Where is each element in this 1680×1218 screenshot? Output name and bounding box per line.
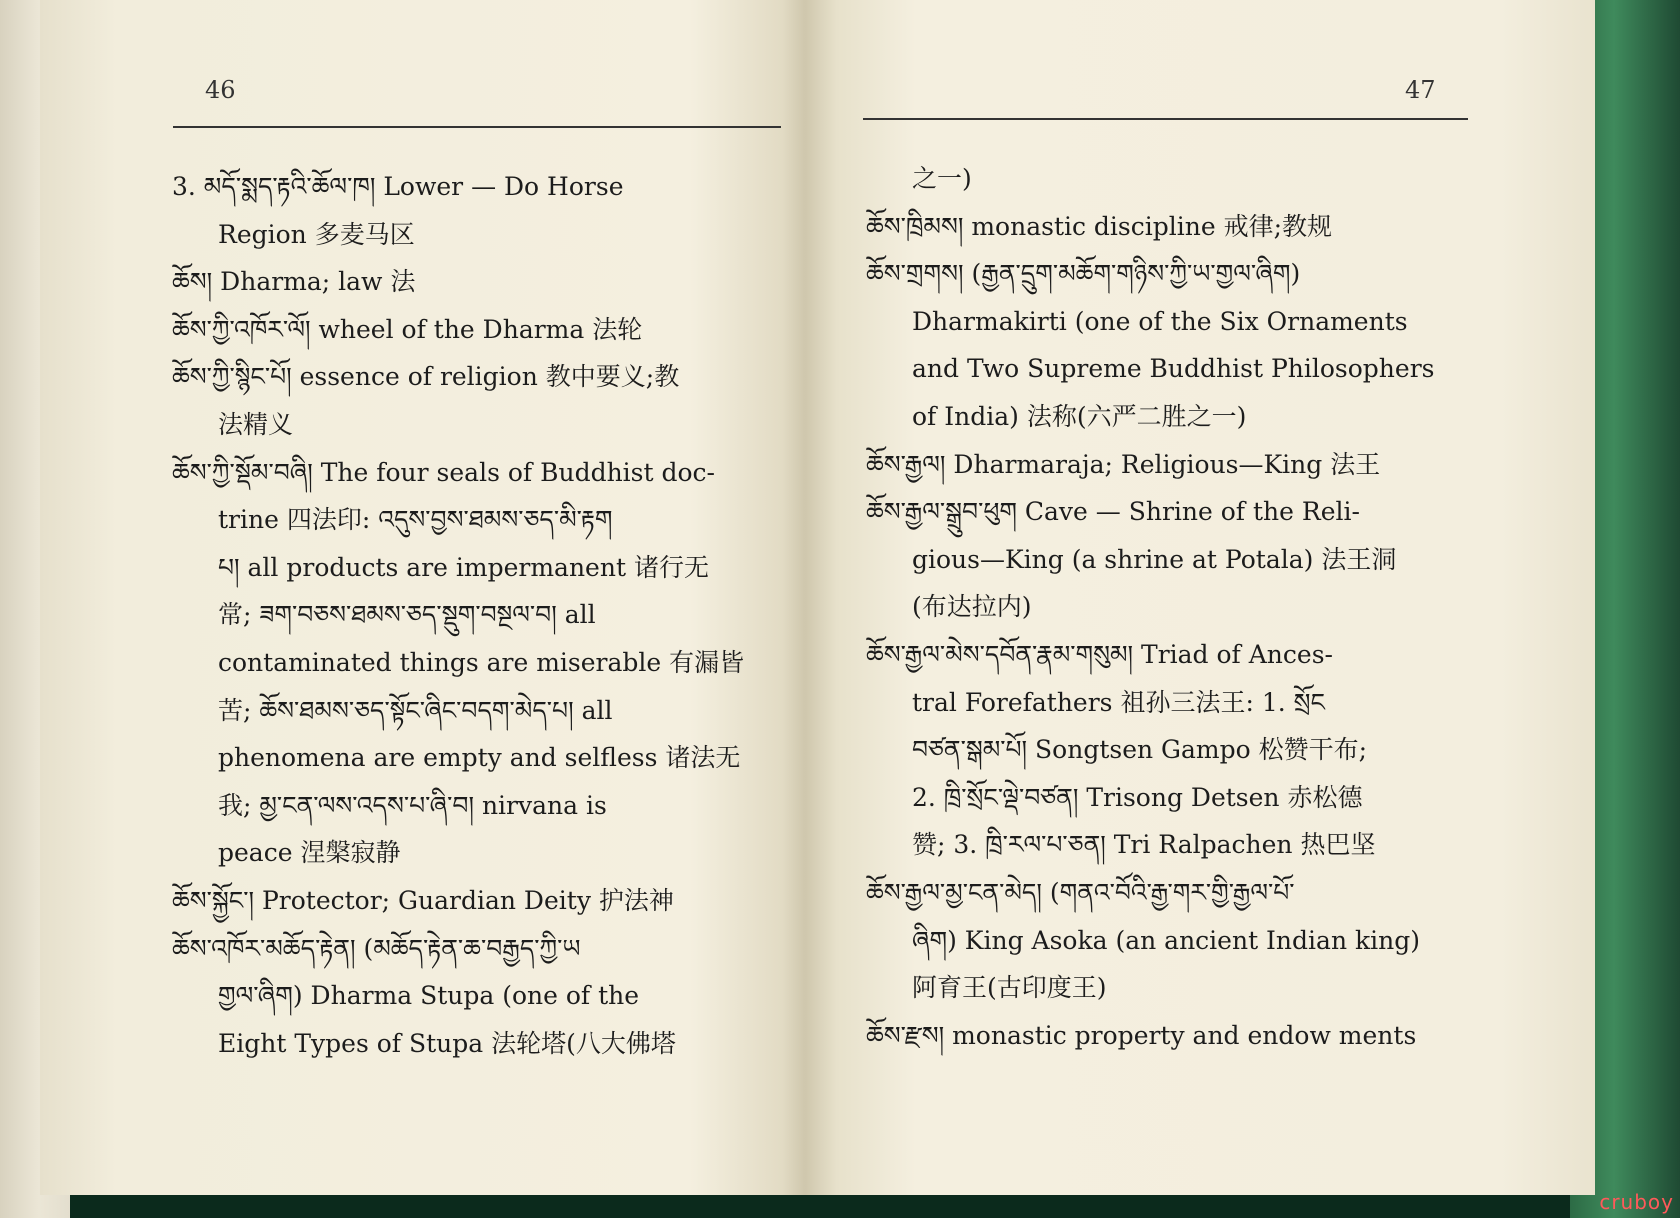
text-line: Dharmakirti (one of the Six Ornaments xyxy=(912,306,1408,336)
text-line: ཆོས་རྫས། monastic property and endow ments xyxy=(866,1020,1417,1050)
text-line: ཆོས་ཀྱི་འཁོར་ལོ། wheel of the Dharma 法轮 xyxy=(172,314,643,344)
text-line: phenomena are empty and selfless 诸法无 xyxy=(218,743,741,773)
text-line: 2. ཁྲི་སྲོང་ལྡེ་བཙན། Trisong Detsen 赤松德 xyxy=(912,782,1363,812)
text-line: ཆོས་ཀྱི་སྡོམ་བཞི། The four seals of Buddhist doc- xyxy=(172,457,715,487)
text-line: and Two Supreme Buddhist Philosophers xyxy=(912,354,1435,384)
text-line: (布达拉内) xyxy=(912,592,1032,622)
text-line: ཆོས་གྲགས། (རྒྱན་དྲུག་མཆོག་གཉིས་ཀྱི་ཡ་གྱལ་ཞིག) xyxy=(866,259,1301,289)
text-line: 赞; 3. ཁྲི་རལ་པ་ཅན། Tri Ralpachen 热巴坚 xyxy=(912,830,1376,860)
text-line: 法精义 xyxy=(218,409,294,439)
text-line: བཙན་སྒམ་པོ། Songtsen Gampo 松赞干布; xyxy=(912,735,1368,765)
text-line: ཆོས་རྒྱལ་མྱ་ངན་མེད། (གནའ་བོའི་རྒྱ་གར་གྱི་རྒྱལ་པོ་ xyxy=(866,877,1295,907)
left-header-rule xyxy=(173,126,781,128)
right-page-number: 47 xyxy=(1405,76,1436,104)
text-line: 3. མདོ་སྨད་རྟའི་ཆོལ་ཁ། Lower — Do Horse xyxy=(172,172,624,201)
text-line: contaminated things are miserable 有漏皆 xyxy=(218,647,745,677)
text-line: ཆོས་འཁོར་མཆོད་རྟེན། (མཆོད་རྟེན་ཆ་བརྒྱད་ཀྱི་ཡ xyxy=(172,933,581,963)
text-line: 我; མྱ་ངན་ལས་འདས་པ་ཞི་བ། nirvana is xyxy=(218,790,607,820)
right-page-text xyxy=(866,155,1471,1059)
text-line: ཆོས་སྐྱོང་། Protector; Guardian Deity 护法神 xyxy=(172,885,674,915)
text-line: གྱལ་ཞིག) Dharma Stupa (one of the xyxy=(218,981,640,1011)
right-header-rule xyxy=(863,118,1468,120)
text-line: ཆོས་རྒྱལ་སྒྲུབ་ཕུག Cave — Shrine of the Reli- xyxy=(866,497,1360,527)
text-line: ཆོས་རྒྱལ་མེས་དབོན་རྣམ་གསུམ། Triad of Ances- xyxy=(866,639,1333,669)
text-line: Eight Types of Stupa 法轮塔(八大佛塔 xyxy=(218,1028,676,1058)
text-line: Region 多麦马区 xyxy=(218,219,415,249)
text-line: tral Forefathers 祖孙三法王: 1. སྲོང xyxy=(912,687,1325,717)
text-line: of India) 法称(六严二胜之一) xyxy=(912,401,1247,431)
text-line: 之一) xyxy=(912,164,972,193)
left-page-text xyxy=(172,163,782,1067)
watermark: cruboy xyxy=(1599,1190,1674,1214)
text-line: 常; ཟག་བཅས་ཐམས་ཅད་སྡུག་བསྔལ་བ། all xyxy=(218,600,596,630)
text-line: པ། all products are impermanent 诸行无 xyxy=(218,552,709,582)
text-line: ཆོས་ཀྱི་སྙིང་པོ། essence of religion 教中要义;教 xyxy=(172,362,680,392)
text-line: 阿育王(古印度王) xyxy=(912,973,1107,1003)
text-line: ཞིག) King Asoka (an ancient Indian king) xyxy=(912,925,1420,955)
text-line: ཆོས་རྒྱལ། Dharmaraja; Religious—King 法王 xyxy=(866,449,1381,479)
text-line: ཆོས། Dharma; law 法 xyxy=(172,267,416,297)
left-page-number: 46 xyxy=(205,76,236,104)
text-line: gious—King (a shrine at Potala) 法王洞 xyxy=(912,544,1397,574)
text-line: ཆོས་ཁྲིམས། monastic discipline 戒律;教规 xyxy=(866,211,1333,241)
text-line: 苦; ཆོས་ཐམས་ཅད་སྟོང་ཞིང་བདག་མེད་པ། all xyxy=(218,695,613,725)
text-line: trine 四法印: འདུས་བྱས་ཐམས་ཅད་མི་རྟག xyxy=(218,505,613,535)
text-line: peace 涅槃寂静 xyxy=(218,838,401,868)
